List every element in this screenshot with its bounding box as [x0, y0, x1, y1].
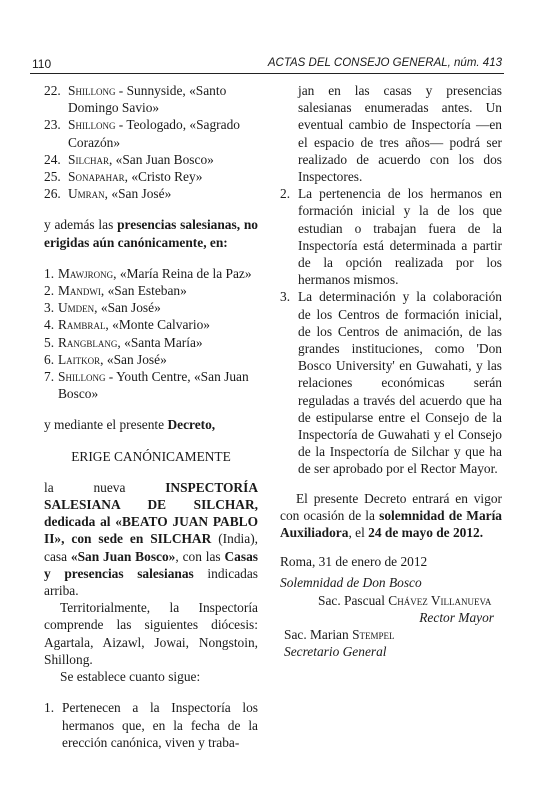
signature-secretary-name: Sac. Marian Stempel	[284, 627, 395, 643]
page-number: 110	[32, 57, 52, 71]
house-item: 26. Umran, «San José»	[44, 186, 172, 202]
effective-date-paragraph: El presente Decreto entrará en vigor con ocasión de la solemnidad de María Auxiliadora, el 24 de mayo de 2012.	[280, 490, 502, 541]
provision-item-2: 2. La pertenencia de los hermanos en formación inicial y la de los que estudian o trabajan fuera de la Inspectoría está determinada a partir de la opción realizada por los hermanos mismos.	[280, 186, 502, 288]
presence-item: 4. Rambral, «Monte Calvario»	[44, 317, 210, 333]
feast-day: Solemnidad de Don Bosco	[280, 575, 422, 591]
right-column	[280, 82, 502, 661]
erige-heading: ERIGE CANÓNICAMENTE	[71, 448, 231, 464]
signature-rector-name: Sac. Pascual Chávez Villanueva	[318, 592, 492, 608]
signature-secretary-role: Secretario General	[284, 644, 387, 660]
left-column	[44, 82, 258, 751]
house-item: 23. Shillong - Teologado, «Sagrado Corazón»	[44, 117, 240, 150]
provision-item-3: 3. La determinación y la colaboración de los Centros de formación inicial, de los Centros de animación, de las grandes instituciones, como 'Don Bosco University' en Guwahati, y las relaciones económicas serán reguladas a través del acuerdo que ha de estipularse entre el Consejo de la Inspectoría de Guwahati y el Consejo de la Inspectoría de Silchar y que ha de ser aprobado por el Rector Mayor.	[280, 289, 502, 477]
place-date: Roma, 31 de enero de 2012	[280, 554, 428, 570]
presence-item: 1. Mawjrong, «María Reina de la Paz»	[44, 265, 252, 281]
running-title: ACTAS DEL CONSEJO GENERAL, núm. 413	[267, 57, 502, 69]
house-item: 25. Sonapahar, «Cristo Rey»	[44, 169, 203, 185]
presence-item: 6. Laitkor, «San José»	[44, 351, 167, 367]
presence-item: 5. Rangblang, «Santa María»	[44, 334, 203, 350]
presences-intro: y además las presencias salesianas, no erigidas aún canónicamente, en:	[44, 217, 258, 250]
erection-paragraph: la nueva INSPECTORÍA SALESIANA DE SILCHAR, dedicada al «BEATO JUAN PABLO II», con sede en SILCHAR (India), casa «San Juan Bosco», con las Casas y presencias salesianas indicadas arriba.	[44, 479, 258, 599]
provision-item-1: 1. Pertenecen a la Inspectoría los hermanos que, en la fecha de la erección canónica, viven y traba-	[44, 700, 258, 750]
house-item: 24. Silchar, «San Juan Bosco»	[44, 151, 214, 167]
decree-line: y mediante el presente Decreto,	[44, 417, 216, 433]
presence-item: 3. Umden, «San José»	[44, 300, 161, 316]
presence-item: 2. Mandwi, «San Esteban»	[44, 283, 187, 299]
house-item: 22. Shillong - Sunnyside, «Santo Domingo Savio»	[44, 83, 227, 116]
running-header	[30, 57, 504, 74]
establishes-line: Se establece cuanto sigue:	[60, 669, 201, 685]
presence-item: 7. Shillong - Youth Centre, «San Juan Bosco»	[44, 369, 249, 402]
signature-rector-role: Rector Mayor	[419, 609, 494, 625]
territory-paragraph: Territorialmente, la Inspectoría comprende las siguientes diócesis: Agartala, Aizawl, Jowai, Nongstoin, Shillong.	[44, 600, 258, 667]
provision-item-1-continued: jan en las casas y presencias salesianas enumeradas antes. Un eventual cambio de Inspectoría —en el espacio de tres años— podrá ser realizado de acuerdo con los dos Inspectores.	[298, 83, 502, 185]
